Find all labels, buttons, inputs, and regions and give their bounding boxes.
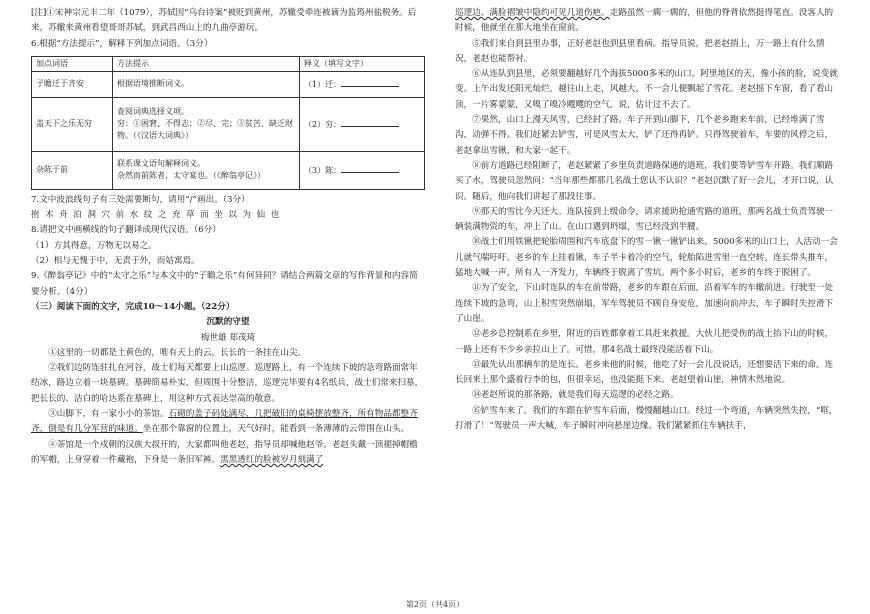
hint-cell: 根据语境推断词义。 — [113, 71, 300, 97]
table-row — [32, 71, 425, 97]
hint-cell: 查阅词典选择义项。 穷：①困窘、不得志；②尽、完；③贫苦、缺乏财物。（《汉语大词典》） — [113, 97, 300, 151]
question-9: 9.《醉翁亭记》中的“太守之乐”与本文中的“子瞻之乐”有何异同？请结合两篇文章的写作背景和内容简要分析。（4分） — [31, 271, 418, 297]
question-6: 6.根据“方法提示”，解释下列加点词语。（3分） — [31, 38, 213, 49]
wavy-underlined-sentence: 黑黑透红的脸被岁月刻满了 — [220, 454, 324, 465]
article-paragraph-7: ⑦果然，山口上漫天风雪，已经封了路。车子开到山脚下，几个老乡跑来车前，已经堆满了雪沟，动弹不得。我们赶紧去铲雪，可是风雪太大，铲了还得再铲。只得驾驶着车，车要的风停之后，老赵拿出雪锹，和大家一起干。 — [455, 115, 834, 156]
answer-cell: （3）陈： — [300, 151, 425, 189]
word-cell: 杂陈于前 — [32, 151, 113, 189]
article-paragraph-5: ⑤我们来自到县里办事，正好老赵也到县里看病。指导员说，把老赵捎上，万一路上有什么情况，老赵也能帮衬。 — [455, 38, 825, 64]
section-3-heading: （三）阅读下面的文字，完成10～14小题。（22分） — [31, 301, 235, 312]
answer-cell: （1）迁： — [300, 71, 425, 97]
article-paragraph-1: ①这里的一切都是土黄色的，唯有天上的云，长长的一条挂在山尖。 — [48, 347, 307, 358]
table-header-cell: 加点词语 — [32, 56, 113, 71]
question-8-sentence-1: （1）方其得意，万物无以易之。 — [31, 240, 157, 251]
word-cell: 子瞻迁于齐安 — [32, 71, 113, 97]
article-paragraph-2: ②我们边防连驻扎在河谷，战士们每天都要上山巡逻。巡逻路上，有一个连续下坡的急弯路面常年结冰，路边立着一块墓碑。墓碑简易朴实，但周围十分整洁，巡逻完毕要有4名纸兵，战士们常来扫墓，把长长的、洁白的哈达系在墓碑上，用这种方式表达崇高的敬意。 — [31, 363, 424, 404]
table-header-row — [32, 56, 425, 71]
article-paragraph-13: ⑬最先认出那辆车的是连长。老乡来他的时候，他吃了好一会儿没说话，还想要活下来的命。连长回来上那个盛着行李的包，但很幸运，也没能挺下来。老赵望着山崖，神情木然地说。 — [455, 359, 834, 386]
right-column — [455, 6, 841, 434]
article-paragraph-10: ⑩战士们用铁锹把轮胎周围和汽车底盘下的雪一锹一锹铲出来。5000多米的山口上，人活动一会儿就气喘吁吁。老乡的车上挂着锹，车子半卡着冷的空气，轮胎陷进雪里一直空转。连长带头推车，猛地大喊一声，所有人一齐发力，车辆终于脱离了雪坑。两个多小时后，老乡的车终于脱困了。 — [455, 237, 838, 279]
article-paragraph-12: ⑫老乡总控制系在乡里，附近的百姓都拿着工具赶来救援。大伙儿把受伤的战士抬下山的时候，一路上还有不少乡亲拉山上了。可惜，那4名战士最终没能活着下山。 — [455, 329, 834, 355]
underlined-sentence: 石砌的盖子码处满尽，几把破旧的桌椅摆放整齐，所有物品都整齐齐，倒是有几分军营的味道。 — [31, 409, 418, 435]
word-cell: 盖天下之乐无穷 — [32, 97, 113, 151]
left-column — [31, 6, 425, 468]
article-title: 沉默的守望 — [206, 317, 250, 328]
question-7: 7.文中波浪线句子有三处需要断句，请用“/”画出。（3分） — [31, 194, 250, 205]
answer-blank[interactable] — [341, 163, 399, 173]
table-row — [32, 151, 425, 189]
answer-blank[interactable] — [341, 117, 399, 127]
table-header-cell: 释义（填写文字） — [300, 56, 425, 71]
wavy-underlined-sentence: 巡逻边、满脸褶皱中隐约可见几道伤疤。 — [455, 8, 610, 18]
hint-cell: 联系课文语句解释词义。 杂然而前陈者，太守宴也。（《醉翁亭记》） — [113, 151, 300, 189]
table-row — [32, 97, 425, 151]
article-paragraph-11: ⑪为了安全，下山时连队的车在前带路，老乡的车跟在后面，沿着军车的车辙前进。行驶至一处连续下坡的急弯，山上积雪突然崩塌，军车驾驶员不顾自身安危，加速向前冲去，车子瞬时失控滑下了山崖。 — [455, 283, 834, 324]
page-number: 第2页（共4页） — [405, 600, 465, 609]
article-paragraph-14: ⑭老赵所说的那条路，就是我们每天巡逻的必经之路。 — [472, 390, 679, 401]
article-paragraph-9: ⑨那天的雪比今天还大。连队接到上级命令，请求援助抢通雪路的道班，那两名战士负责驾驶一辆装满物资的车，冲上了山。在山口遇到坍塌，雪已经没到半腰。 — [455, 206, 834, 233]
question-7-text[interactable]: 拊木舟泊洞穴前水纹之充草而坐以为仙也 — [31, 210, 285, 221]
article-paragraph-3: ③山脚下，有一家小小的茶馆。石砌的盖子码处满尽，几把破旧的桌椅摆放整齐，所有物品都整齐齐，倒是有几分军营的味道。坐在那个靠窗的位置上，天气好时，能看到一条薄薄的云带围在山头。 — [31, 409, 418, 435]
article-paragraph-8: ⑧前方道路已经阻断了，老赵紧紧了乡里负责道路保通的道班，我们要等铲雪车开路。我们顺路买了水，驾驶员忽然问：“当年那些都那几名战士您认不认识？”老赵沉默了好一会儿，才开口说，认识。随后，他向我们讲起了那段往事。 — [455, 160, 834, 202]
note-paragraph: [注]①宋神宗元丰二年（1079），苏轼因“乌台诗案”被贬到黄州，苏辙受牵连被谪为监筠州盐税务。后来，苏辙来黄州看望哥哥苏轼，到武昌西山上的九曲亭游玩。 — [31, 8, 417, 34]
article-paragraph-6: ⑥从连队到县里，必须要翻越好几个海拔5000多米的山口。阿里地区的天，像小孩的脸，说变就变。上午出发还阳光灿烂，越往山上走，风越大，不一会儿便飘起了雪花。老赵摇下车窗，看了看山顶，一片雾蒙蒙，又嗅了嗅冷飕飕的空气，说，估计过不去了。 — [455, 69, 838, 110]
question-6-table — [31, 56, 425, 190]
article-author: 梅世雄 郑茂琦 — [200, 332, 256, 343]
question-8: 8.请把文中画横线的句子翻译成现代汉语。（6分） — [31, 225, 221, 236]
article-paragraph-4: ④茶馆是一个戍朝的汉族大叔开的，大家都叫他老赵，指导员却喊他赵爷。老赵头戴一顶褪掉帽檐的军帽，上身穿着一件藏袍，下身是一条旧军裤。黑黑透红的脸被岁月刻满了 — [31, 439, 418, 465]
table-header-cell: 方法提示 — [113, 56, 300, 71]
article-paragraph-4-cont: 巡逻边、满脸褶皱中隐约可见几道伤疤。走路虽然一瘸一瘸的，但他的脊背依然挺得笔直。没客人的时候，他就坐在那大地坐在窗前。 — [455, 8, 834, 34]
answer-cell: （2）穷： — [300, 97, 425, 151]
answer-blank[interactable] — [341, 77, 399, 87]
question-8-sentence-2: （2）相与无愧于中，无责于外，而姑寓焉。 — [31, 256, 200, 267]
article-paragraph-15: ⑮铲雪车来了，我们的车跟在铲雪车后面，慢慢翻越山口。经过一个弯道，车辆突然失控，“哐，打滑了！”驾驶员一声大喊，车子瞬时冲向悬崖边缘。我们紧紧抓住车辆扶手， — [455, 405, 838, 432]
